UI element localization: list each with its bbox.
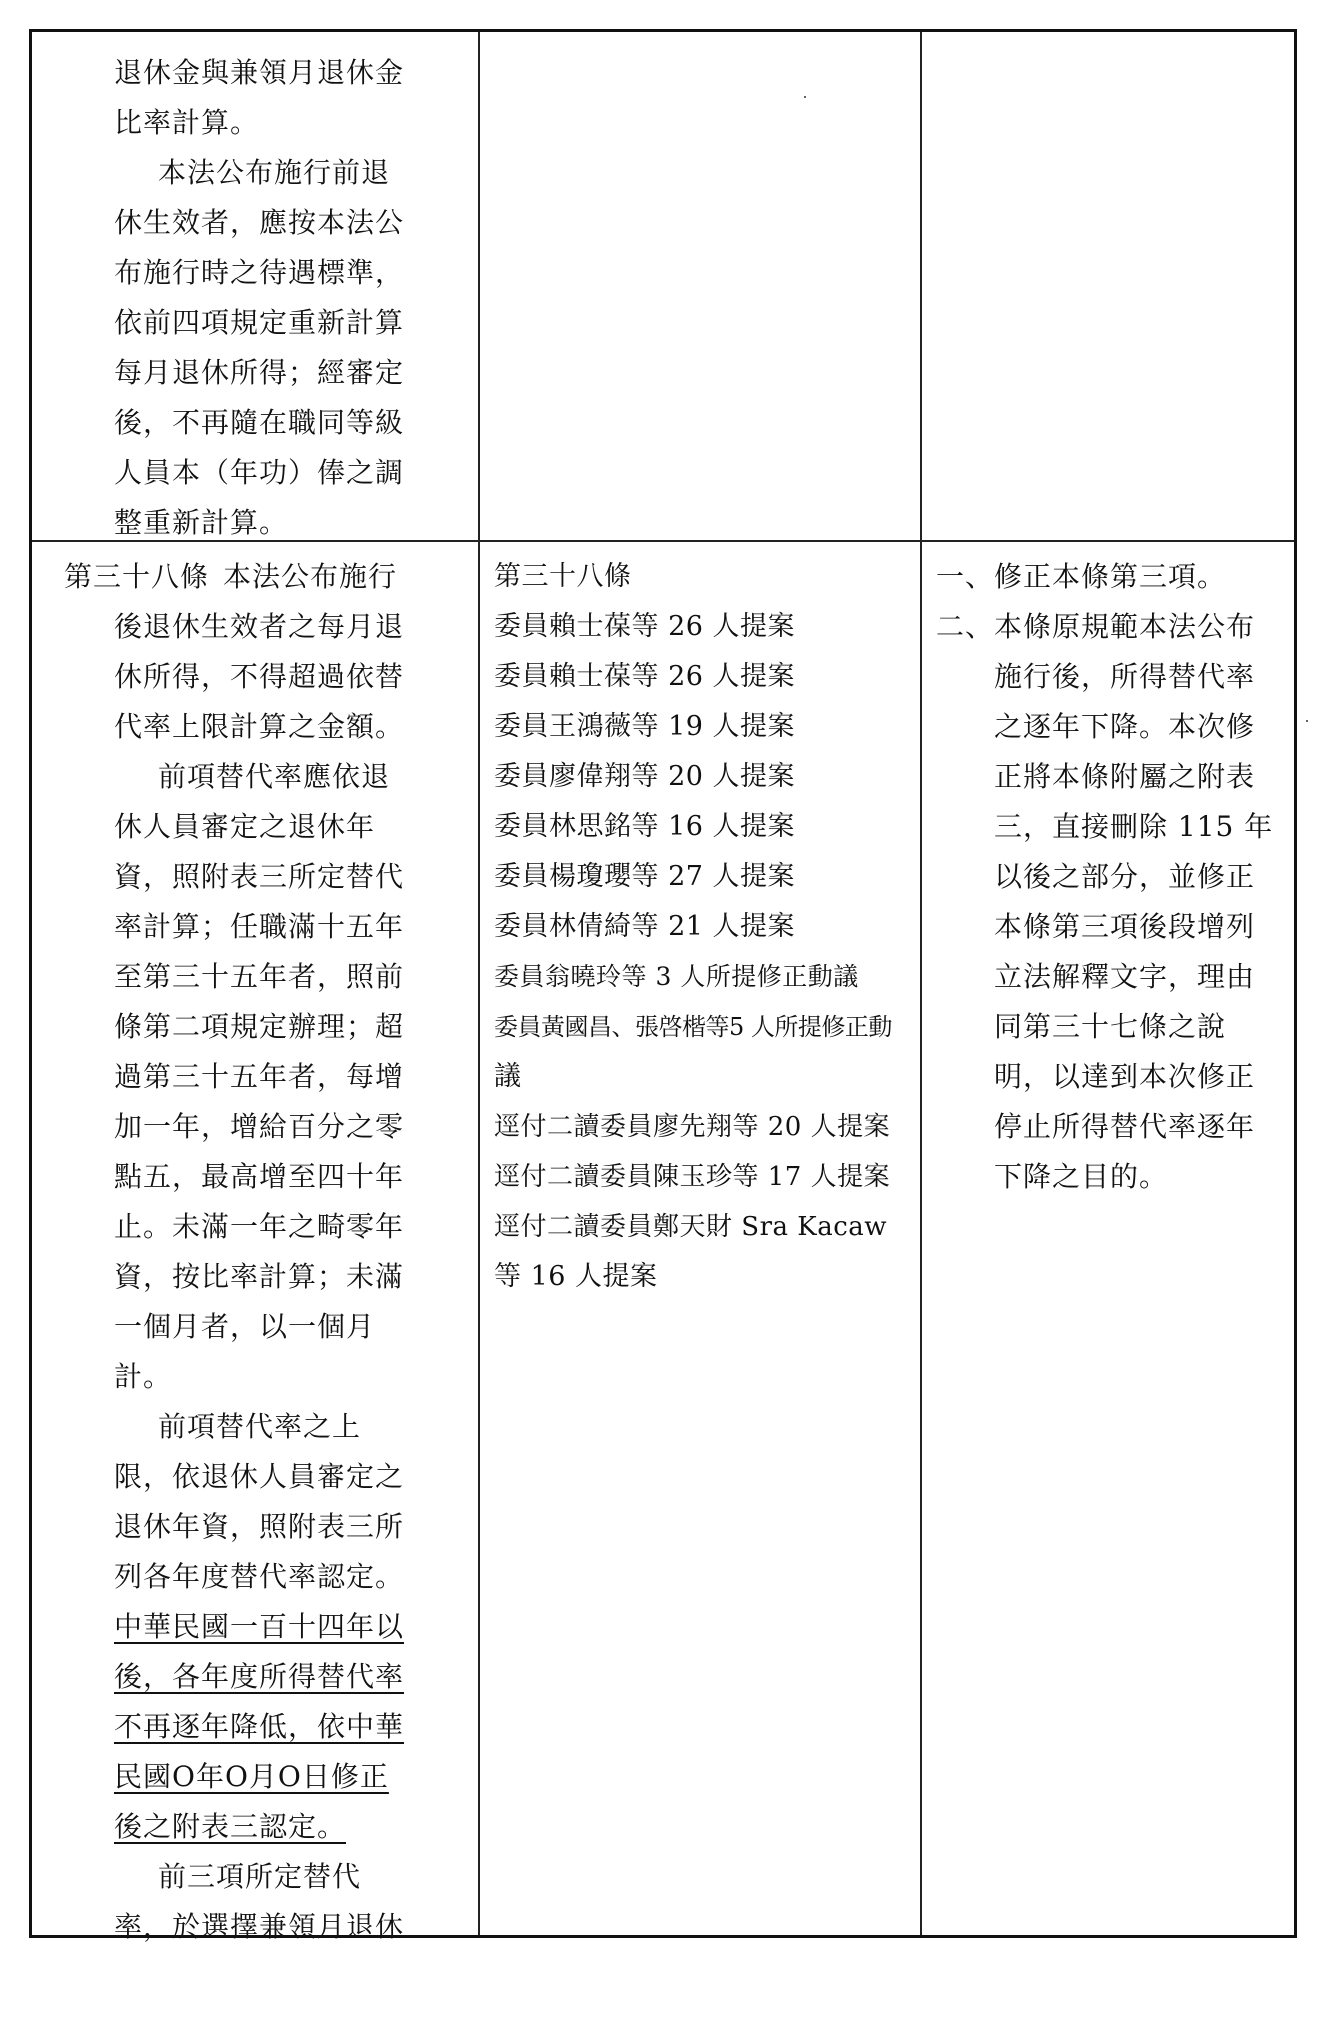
text-line: 代率上限計算之金額。 [114,710,405,743]
row2-col3-explanation [936,552,1273,1202]
amended-text: 不再逐年降低，依中華 [114,1710,405,1743]
text-line: 列各年度替代率認定。 [114,1560,405,1593]
proposal-item: 委員林思銘等 16 人提案 [494,811,796,842]
text-line: 前項替代率應依退 [158,760,391,793]
explanation-item-2: 二、本條原規範本法公布 [936,610,1256,643]
proposal-item: 委員楊瓊瓔等 27 人提案 [494,861,796,892]
proposal-item: 委員賴士葆等 26 人提案 [494,611,796,642]
text-line: 休生效者，應按本法公 [114,206,405,239]
text-line: 布施行時之待遇標準， [114,256,405,289]
proposal-item: 委員賴士葆等 26 人提案 [494,661,796,692]
text-line: 後退休生效者之每月退 [114,610,405,643]
amended-text: 後，各年度所得替代率 [114,1660,405,1693]
amended-text: 民國O年O月O日修正 [114,1760,389,1793]
amended-text-line [64,1602,404,1652]
proposal-item: 委員黃國昌、張啓楷等5 人所提修正動 [494,1013,892,1041]
column-divider-1 [478,32,480,1935]
text-line: 停止所得替代率逐年 [994,1110,1256,1143]
text-line: 施行後，所得替代率 [994,660,1256,693]
text-line: 前項替代率之上 [158,1410,362,1443]
text-line: 三，直接刪除 115 年 [994,810,1274,843]
text-line: 率計算；任職滿十五年 [114,910,405,943]
text-line: 以後之部分，並修正 [994,860,1256,893]
text-line: 率，於選擇兼領月退休 [114,1910,405,1943]
text-line: 加一年，增給百分之零 [114,1110,405,1143]
text-line: 後，不再隨在職同等級 [114,406,405,439]
text-line: 人員本（年功）俸之調 [114,456,405,489]
text-line: 點五，最高增至四十年 [114,1160,405,1193]
column-divider-2 [920,32,922,1935]
text-line: 計。 [114,1360,173,1393]
text-line: 立法解釋文字，理由 [994,960,1256,993]
row2-col1-text [64,552,404,1952]
text-line: 同第三十七條之說 [994,1010,1227,1043]
article-heading-line [64,552,404,602]
amended-text: 後之附表三認定。 [114,1810,347,1843]
text-line: 整重新計算。 [114,506,289,539]
amended-text-line [64,1702,404,1752]
scan-speck [1306,720,1308,722]
proposal-item: 委員林倩綺等 21 人提案 [494,911,796,942]
proposal-item: 逕付二讀委員廖先翔等 20 人提案 [494,1112,891,1142]
text-line: 前三項所定替代 [158,1860,362,1893]
amended-text-line [64,1752,404,1802]
text-line: 每月退休所得；經審定 [114,356,405,389]
text-line: 過第三十五年者，每增 [114,1060,405,1093]
text-line: 資，照附表三所定替代 [114,860,405,893]
proposal-item: 委員王鴻薇等 19 人提案 [494,711,796,742]
article-first-line: 本法公布施行 [223,560,398,593]
text-line: 止。未滿一年之畸零年 [114,1210,405,1243]
amended-text: 中華民國一百十四年以 [114,1610,405,1643]
text-line: 至第三十五年者，照前 [114,960,405,993]
article-heading: 第三十八條 [64,560,210,593]
text-line: 本法公布施行前退 [158,156,391,189]
proposal-item: 逕付二讀委員鄭天財 Sra Kacaw [494,1212,888,1242]
text-line: 下降之目的。 [994,1160,1169,1193]
text-line: 依前四項規定重新計算 [114,306,405,339]
text-line: 資，按比率計算；未滿 [114,1260,405,1293]
text-line: 休人員審定之退休年 [114,810,376,843]
row1-col1-text [114,48,404,548]
text-line: 明，以達到本次修正 [994,1060,1256,1093]
proposal-heading: 第三十八條 [494,561,632,592]
comparison-table [29,29,1297,1943]
proposal-item: 議 [494,1061,522,1092]
text-line: 正將本條附屬之附表 [994,760,1256,793]
text-line: 休所得，不得超過依替 [114,660,405,693]
text-line: 退休金與兼領月退休金 [114,56,405,89]
proposal-item: 委員廖偉翔等 20 人提案 [494,761,796,792]
text-line: 本條第三項後段增列 [994,910,1256,943]
amended-text-line [64,1802,404,1852]
explanation-item-1: 一、修正本條第三項。 [936,560,1227,593]
text-line: 退休年資，照附表三所 [114,1510,405,1543]
proposal-item: 等 16 人提案 [494,1261,658,1292]
text-line: 條第二項規定辦理；超 [114,1010,405,1043]
scan-speck [804,96,806,98]
row2-col2-proposals [494,552,892,1302]
text-line: 一個月者，以一個月 [114,1310,376,1343]
text-line: 比率計算。 [114,106,260,139]
proposal-item: 逕付二讀委員陳玉珍等 17 人提案 [494,1162,891,1192]
amended-text-line [64,1652,404,1702]
proposal-item: 委員翁曉玲等 3 人所提修正動議 [494,962,859,991]
text-line: 限，依退休人員審定之 [114,1460,405,1493]
text-line: 之逐年下降。本次修 [994,710,1256,743]
